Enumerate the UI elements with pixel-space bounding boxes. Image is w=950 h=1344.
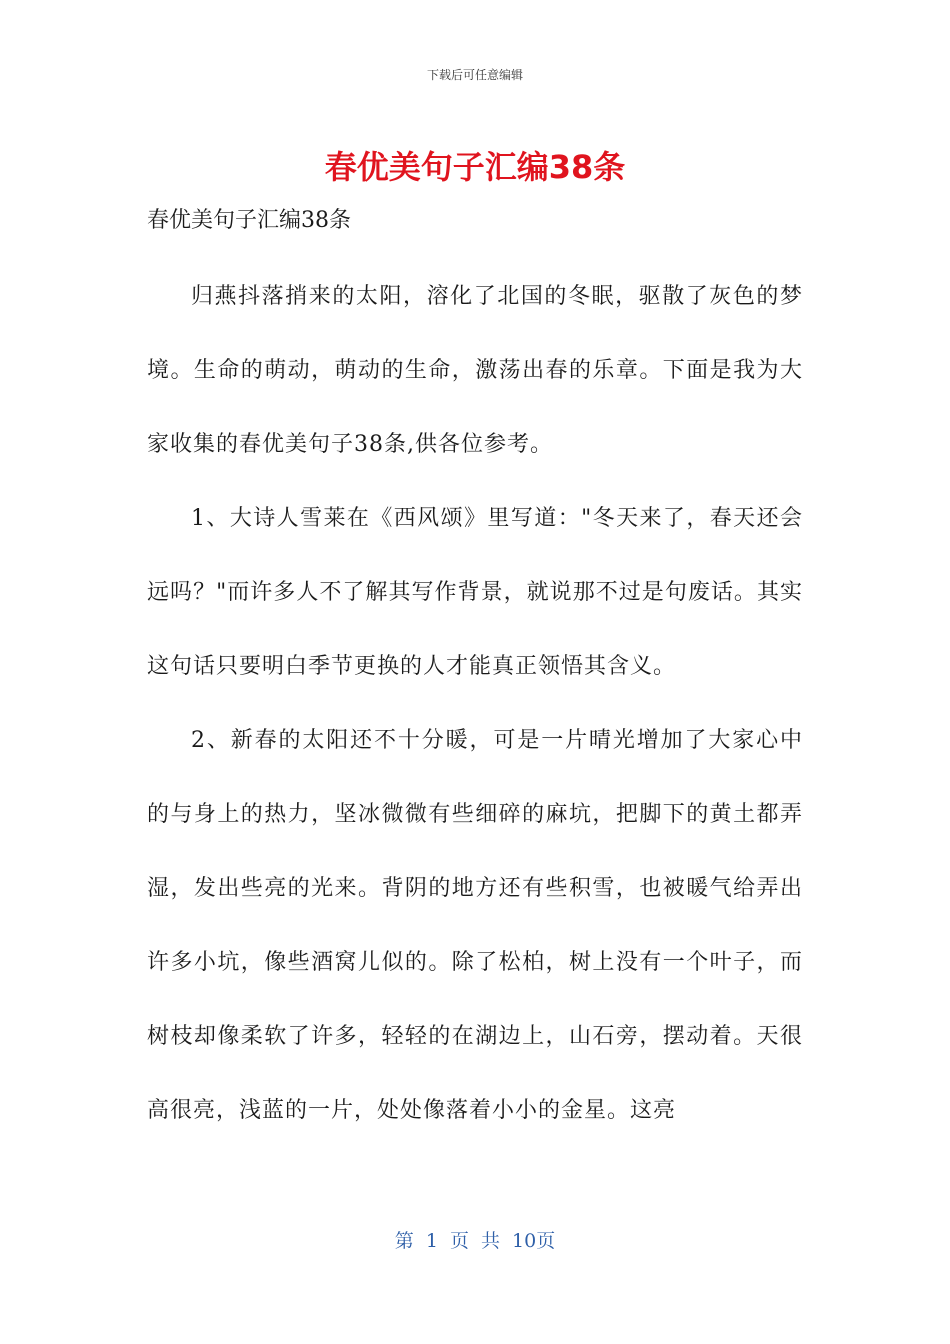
page-footer: 第 1 页 共 10页 xyxy=(394,1230,556,1252)
document-title: 春优美句子汇编38条 xyxy=(324,148,626,186)
header-note: 下载后可任意编辑 xyxy=(426,68,523,82)
paragraph-item-2: 2、新春的太阳还不十分暖，可是一片晴光增加了大家心中的与身上的热力，坚冰微微有些细碎的麻坑，把脚下的黄土都弄湿，发出些亮的光来。背阴的地方还有些积雪，也被暖气给弄出许多小坑，像些酒窝儿似的。除了松柏，树上没有一个叶子，而树枝却像柔软了许多，轻轻的在湖边上，山石旁，摆动着。天很高很亮，浅蓝的一片，处处像落着小小的金星。这亮 xyxy=(147,728,803,1123)
document-subtitle: 春优美句子汇编38条 xyxy=(147,208,351,233)
paragraph-item-1: 1、大诗人雪莱在《西风颂》里写道："冬天来了，春天还会远吗？"而许多人不了解其写作背景，就说那不过是句废话。其实这句话只要明白季节更换的人才能真正领悟其含义。 xyxy=(147,506,803,679)
paragraph-intro: 归燕抖落捎来的太阳，溶化了北国的冬眠，驱散了灰色的梦境。生命的萌动，萌动的生命，激荡出春的乐章。下面是我为大家收集的春优美句子38条,供各位参考。 xyxy=(147,284,803,457)
document-body xyxy=(147,260,803,1148)
